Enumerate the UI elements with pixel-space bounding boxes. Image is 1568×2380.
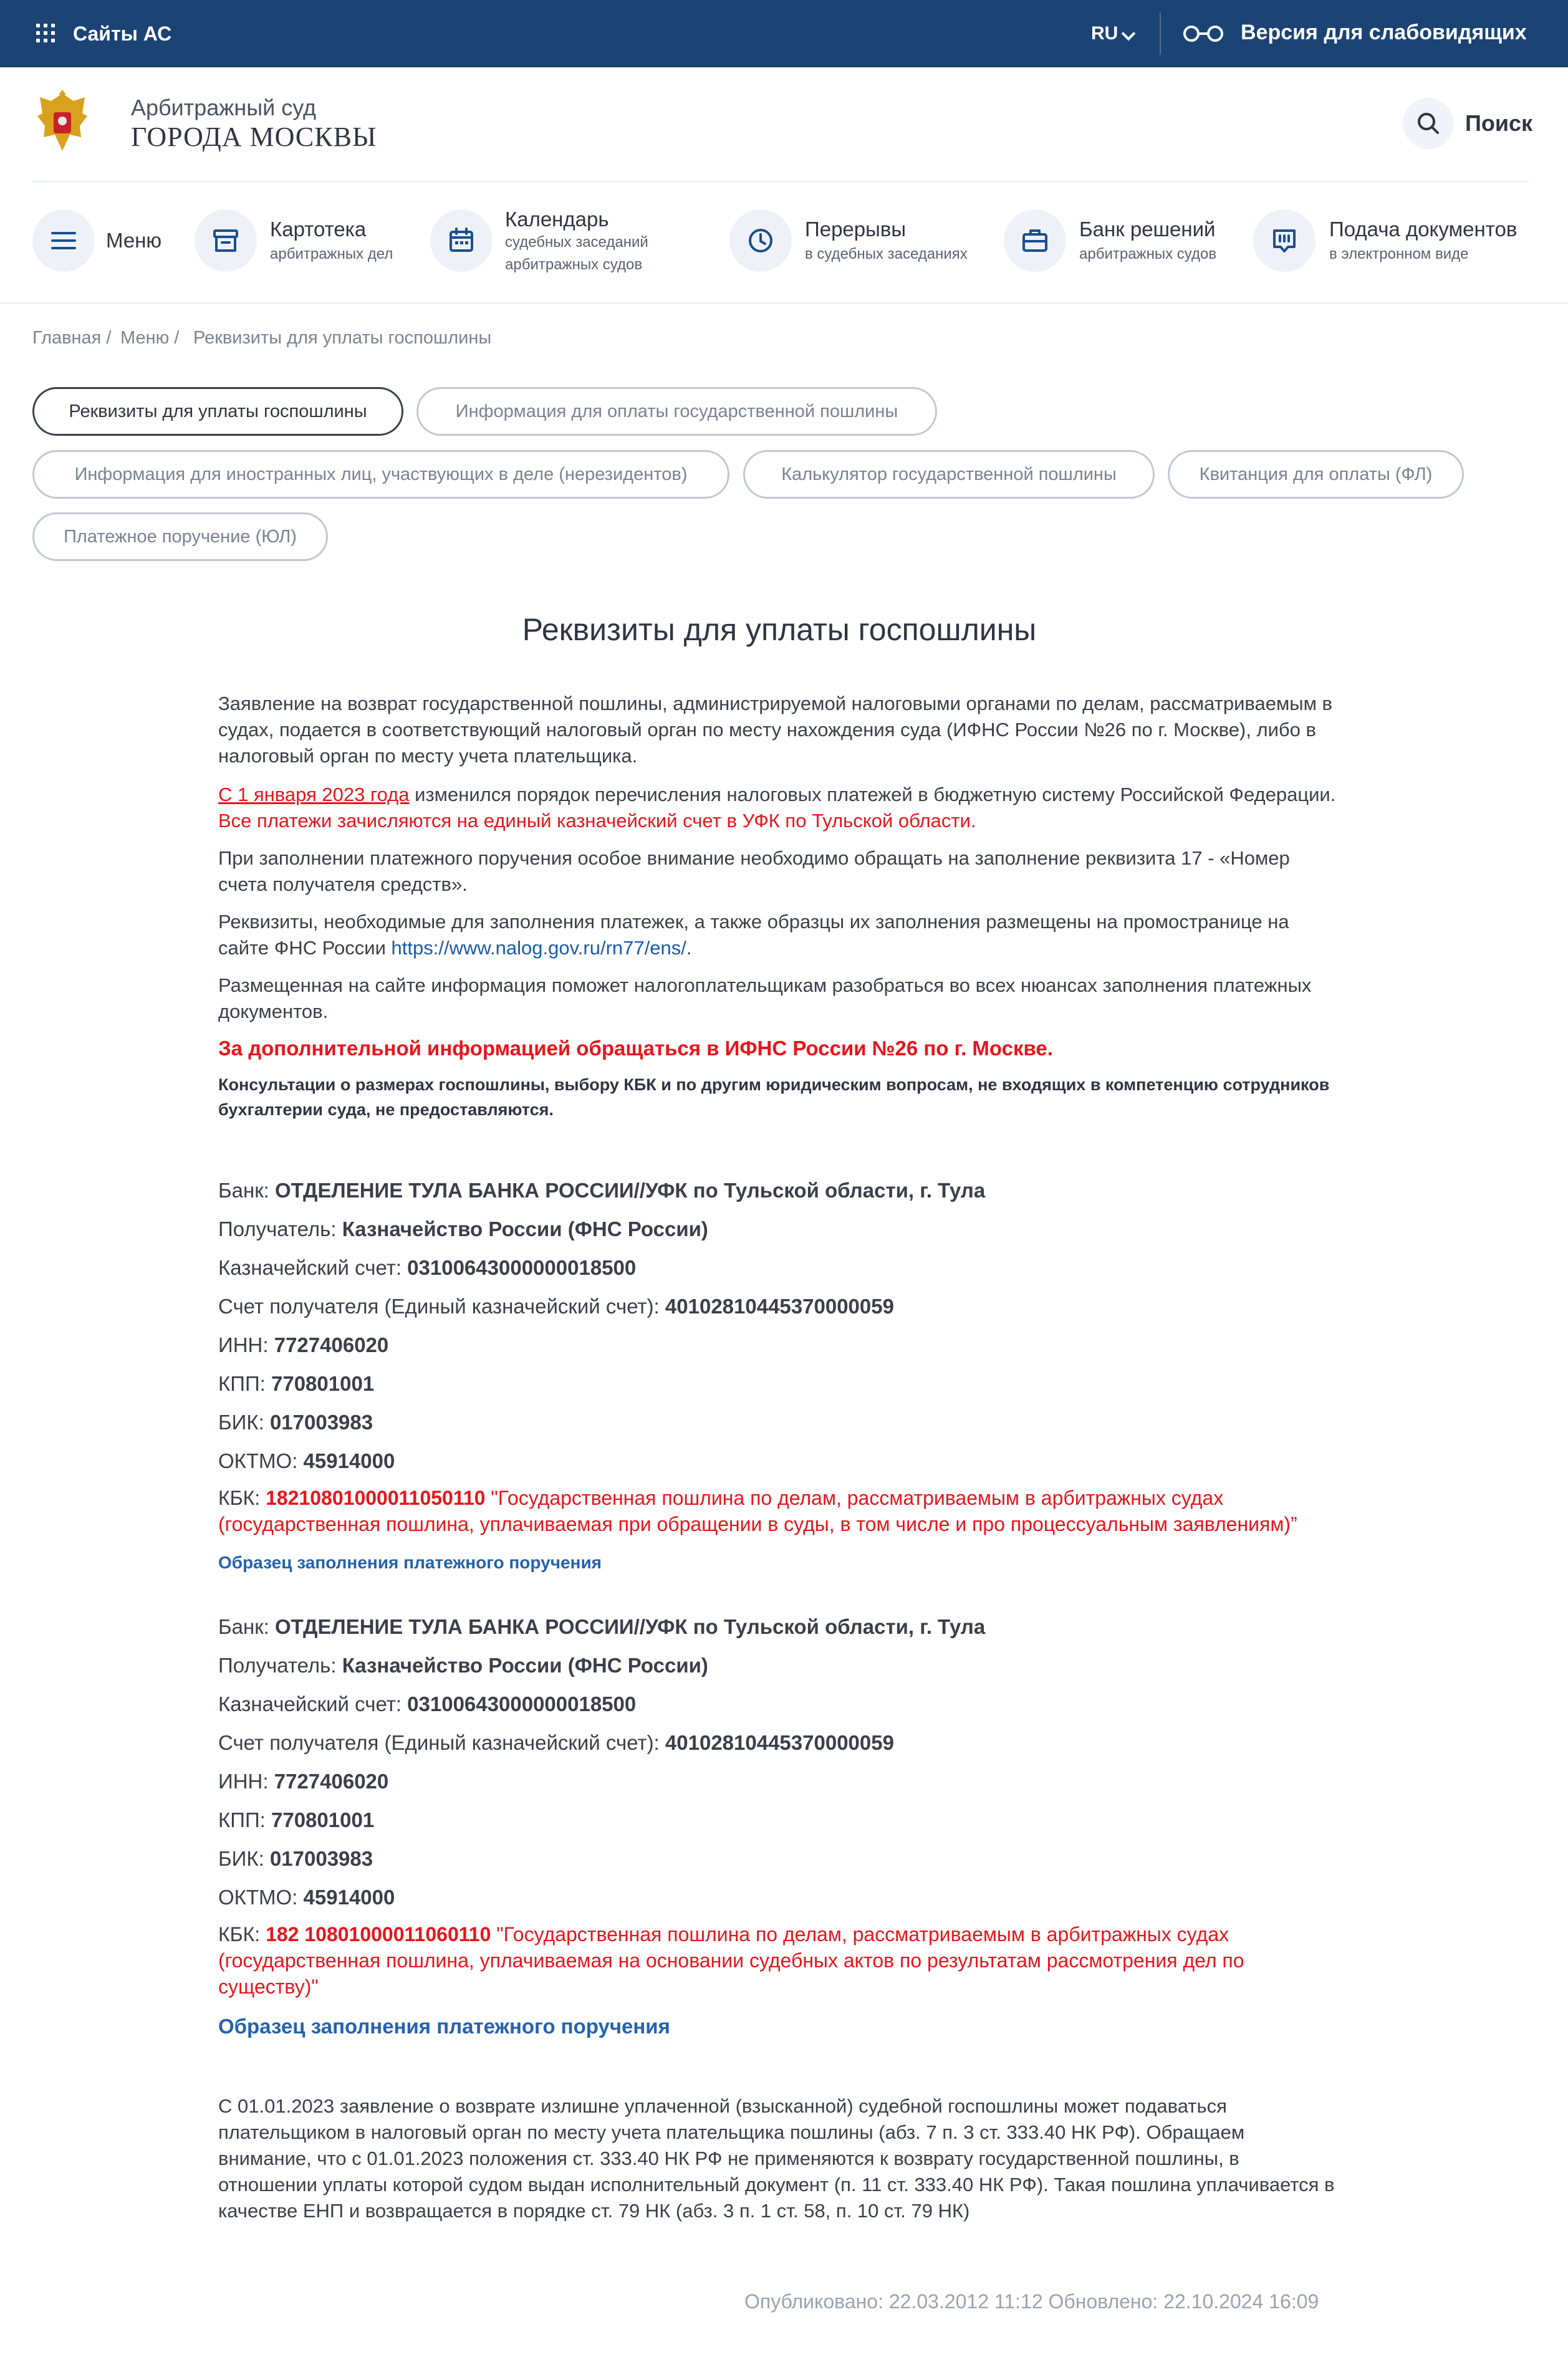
breadcrumb-current: Реквизиты для уплаты госпошлины bbox=[193, 328, 492, 348]
req1-kbk bbox=[218, 1485, 1340, 1537]
breadcrumb-menu[interactable]: Меню / bbox=[120, 328, 180, 348]
menu-button[interactable] bbox=[32, 209, 95, 272]
apps-grid-icon[interactable] bbox=[36, 24, 55, 42]
sample-link-1[interactable]: Образец заполнения платежного поручения bbox=[218, 1553, 602, 1572]
tab-nonresidents[interactable]: Информация для иностранных лиц, участвующих в деле (нерезидентов) bbox=[32, 450, 729, 499]
req2-kpp bbox=[218, 1807, 1340, 1834]
nav-breaks-label[interactable]: Перерывы bbox=[805, 218, 907, 241]
requisites-block-2 bbox=[218, 1613, 1340, 2040]
divider bbox=[32, 181, 1529, 182]
req1-bik bbox=[218, 1409, 1340, 1436]
nav-documents-button[interactable] bbox=[1253, 209, 1315, 272]
nav-decisions-sub: арбитражных судов bbox=[1079, 246, 1217, 262]
nav-decisions-label[interactable]: Банк решений bbox=[1079, 218, 1216, 241]
publication-dates: Опубликовано: 22.03.2012 11:12 Обновлено: 22.10.2024 16:09 bbox=[744, 2290, 1319, 2313]
ens-red-text: Все платежи зачисляются на единый казначейский счет в УФК по Тульской области. bbox=[218, 810, 976, 832]
kbk-description: "Государственная пошлина по делам, рассматриваемым в арбитражных судах (государственная пошлина, уплачиваемая при обращении в суды, в том числе и про процессуальным заявлениям)” bbox=[218, 1487, 1297, 1535]
ens-text: изменился порядок перечисления налоговых платежей в бюджетную систему Российской Федерации. bbox=[409, 784, 1336, 805]
glasses-icon[interactable] bbox=[1181, 24, 1225, 44]
tab-receipt-fl[interactable]: Квитанция для оплаты (ФЛ) bbox=[1168, 450, 1464, 499]
req1-treasury bbox=[218, 1254, 1340, 1282]
hamburger-icon bbox=[32, 209, 95, 272]
tab-requisites[interactable]: Реквизиты для уплаты госпошлины bbox=[32, 387, 403, 436]
nav-documents-label[interactable]: Подача документов bbox=[1329, 218, 1517, 241]
req2-bank bbox=[218, 1613, 1340, 1641]
coat-of-arms-icon[interactable] bbox=[32, 89, 92, 157]
label-bank: Банк: bbox=[218, 1615, 276, 1638]
page-title: Реквизиты для уплаты госпошлины bbox=[522, 612, 1037, 647]
value-account: 40102810445370000059 bbox=[665, 1295, 894, 1318]
requisites-block-1 bbox=[218, 1177, 1340, 1576]
nav-documents-sub: в электронном виде bbox=[1329, 246, 1469, 262]
label-recipient: Получатель: bbox=[218, 1217, 342, 1240]
calendar-icon bbox=[430, 209, 493, 272]
label-bik: БИК: bbox=[218, 1411, 270, 1434]
value-bik: 017003983 bbox=[269, 1847, 373, 1870]
req1-bank bbox=[218, 1177, 1340, 1204]
value-kbk: 18210801000011050110 bbox=[266, 1487, 486, 1509]
req1-account bbox=[218, 1293, 1340, 1320]
search-label[interactable]: Поиск bbox=[1465, 110, 1533, 136]
nav-calendar-button[interactable] bbox=[430, 209, 493, 272]
consultation-disclaimer: Консультации о размерах госпошлины, выбору КБК и по другим юридическим вопросам, не входящих в компетенцию сотрудников бухгалтерии суда, не предоставляются. bbox=[218, 1075, 1330, 1119]
label-account: Счет получателя (Единый казначейский счет): bbox=[218, 1731, 665, 1754]
breadcrumb-home[interactable]: Главная / bbox=[32, 328, 112, 348]
value-treasury: 03100643000000018500 bbox=[407, 1692, 637, 1715]
value-account: 40102810445370000059 bbox=[665, 1731, 894, 1754]
value-treasury: 03100643000000018500 bbox=[407, 1256, 637, 1279]
search-icon bbox=[1403, 98, 1454, 149]
nav-menu-label[interactable]: Меню bbox=[106, 229, 162, 252]
language-selector[interactable]: RU bbox=[1091, 23, 1118, 44]
label-oktmo: ОКТМО: bbox=[218, 1886, 304, 1909]
value-kpp: 770801001 bbox=[271, 1372, 375, 1395]
nav-calendar-sub: судебных заседаний bbox=[505, 234, 648, 251]
label-oktmo: ОКТМО: bbox=[218, 1449, 304, 1472]
fns-text: Реквизиты, необходимые для заполнения платежек, а также образцы их заполнения размещены на промостранице на сайте ФНС России bbox=[218, 911, 1289, 959]
req1-inn bbox=[218, 1332, 1340, 1359]
value-inn: 7727406020 bbox=[274, 1333, 389, 1356]
nav-breaks-sub: в судебных заседаниях bbox=[805, 246, 968, 262]
value-kbk: 182 10801000011060110 bbox=[266, 1923, 491, 1946]
refund-paragraph: С 01.01.2023 заявление о возврате излишне уплаченной (взысканной) судебной госпошлины может подаваться плательщиком в налоговый орган по месту учета плательщика пошлины (абз. 7 п. 3 ст. 333.40 НК РФ). Обращаем внимание, что с 01.01.2023 положения ст. 333.40 НК РФ не применяются к возврату государственной пошлины, в отношении уплаты которой судом выдан исполнительный документ (п. 11 ст. 333.40 НК РФ). Такая пошлина уплачивается в качестве ЕНП и возвращается в порядке ст. 79 НК (абз. 3 п. 1 ст. 58, п. 10 ст. 79 НК) bbox=[218, 2095, 1335, 2222]
value-kpp: 770801001 bbox=[271, 1808, 375, 1831]
nav-cases-sub: арбитражных дел bbox=[270, 246, 393, 262]
req2-kbk bbox=[218, 1921, 1340, 2000]
info-paragraph: Размещенная на сайте информация поможет налогоплательщикам разобраться во всех нюансах заполнения платежных документов. bbox=[218, 974, 1312, 1022]
value-bik: 017003983 bbox=[269, 1411, 373, 1434]
label-recipient: Получатель: bbox=[218, 1654, 342, 1677]
req1-oktmo bbox=[218, 1447, 1340, 1475]
req2-inn bbox=[218, 1768, 1340, 1795]
label-account: Счет получателя (Единый казначейский счет): bbox=[218, 1295, 665, 1318]
nav-cases-label[interactable]: Картотека bbox=[270, 218, 367, 241]
value-inn: 7727406020 bbox=[274, 1770, 389, 1793]
value-bank: ОТДЕЛЕНИЕ ТУЛА БАНКА РОССИИ//УФК по Тульской области, г. Тула bbox=[275, 1615, 986, 1638]
nav-calendar-label[interactable]: Календарь bbox=[505, 208, 609, 231]
nav-breaks-button[interactable] bbox=[729, 209, 792, 272]
top-bar bbox=[0, 0, 1568, 67]
sites-as-link[interactable]: Сайты АС bbox=[73, 22, 172, 45]
value-oktmo: 45914000 bbox=[303, 1886, 395, 1909]
divider bbox=[0, 302, 1568, 304]
label-treasury: Казначейский счет: bbox=[218, 1256, 408, 1279]
court-name-line2[interactable]: ГОРОДА МОСКВЫ bbox=[131, 122, 377, 152]
fns-paragraph bbox=[218, 909, 1340, 961]
req2-account bbox=[218, 1729, 1340, 1757]
archive-box-icon bbox=[195, 209, 257, 272]
value-oktmo: 45914000 bbox=[303, 1449, 395, 1472]
req1-kpp bbox=[218, 1370, 1340, 1398]
value-recipient: Казначейство России (ФНС России) bbox=[342, 1217, 708, 1240]
label-bank: Банк: bbox=[218, 1179, 276, 1202]
tab-calculator[interactable]: Калькулятор государственной пошлины bbox=[743, 450, 1155, 499]
kbk-description: "Государственная пошлина по делам, рассматриваемым в арбитражных судах (государственная пошлина, уплачиваемая на основании судебных актов по результатам рассмотрения дел по существу)" bbox=[218, 1923, 1244, 1998]
label-kbk: КБК: bbox=[218, 1487, 266, 1509]
tab-payment-order-ul[interactable]: Платежное поручение (ЮЛ) bbox=[32, 512, 328, 561]
ens-notice bbox=[218, 782, 1340, 834]
briefcase-icon bbox=[1004, 209, 1066, 272]
nav-cases-button[interactable] bbox=[195, 209, 257, 272]
nav-calendar-sub2: арбитражных судов bbox=[505, 256, 643, 273]
label-kpp: КПП: bbox=[218, 1372, 271, 1395]
label-inn: ИНН: bbox=[218, 1333, 274, 1356]
requisite17-paragraph: При заполнении платежного поручения особое внимание необходимо обращать на заполнение реквизита 17 - «Номер счета получателя средств». bbox=[218, 847, 1290, 895]
fns-end: . bbox=[686, 937, 692, 959]
nav-decisions-button[interactable] bbox=[1004, 209, 1066, 272]
main-content bbox=[218, 691, 1340, 2224]
label-kpp: КПП: bbox=[218, 1808, 271, 1831]
tab-payment-info[interactable]: Информация для оплаты государственной пошлины bbox=[416, 387, 937, 436]
document-submit-icon bbox=[1253, 209, 1315, 272]
chevron-down-icon[interactable] bbox=[1122, 27, 1136, 41]
req2-bik bbox=[218, 1845, 1340, 1873]
accessibility-version-link[interactable]: Версия для слабовидящих bbox=[1241, 21, 1527, 44]
clock-icon bbox=[729, 209, 792, 272]
req2-recipient bbox=[218, 1652, 1340, 1679]
req1-recipient bbox=[218, 1216, 1340, 1243]
label-inn: ИНН: bbox=[218, 1770, 274, 1793]
divider bbox=[1160, 12, 1161, 55]
label-treasury: Казначейский счет: bbox=[218, 1692, 408, 1715]
court-name-line1: Арбитражный суд bbox=[131, 95, 317, 120]
sample-link-2[interactable]: Образец заполнения платежного поручения bbox=[218, 2015, 670, 2038]
req2-oktmo bbox=[218, 1884, 1340, 1911]
label-kbk: КБК: bbox=[218, 1923, 266, 1946]
ifns-contact-notice: За дополнительной информацией обращаться в ИФНС России №26 по г. Москве. bbox=[218, 1037, 1053, 1060]
fns-link[interactable]: https://www.nalog.gov.ru/rn77/ens/ bbox=[391, 937, 686, 959]
ens-date-link[interactable]: С 1 января 2023 года bbox=[218, 784, 410, 805]
search-button[interactable] bbox=[1403, 98, 1454, 149]
label-bik: БИК: bbox=[218, 1847, 270, 1870]
req2-treasury bbox=[218, 1691, 1340, 1718]
value-bank: ОТДЕЛЕНИЕ ТУЛА БАНКА РОССИИ//УФК по Тульской области, г. Тула bbox=[275, 1179, 986, 1202]
intro-paragraph: Заявление на возврат государственной пошлины, администрируемой налоговыми органами по делам, рассматриваемым в судах, подается в соответствующий налоговый орган по месту нахождения суда (ИФНС России №26 по г. Москве), либо в налоговый орган по месту учета плательщика. bbox=[218, 693, 1332, 767]
value-recipient: Казначейство России (ФНС России) bbox=[342, 1654, 708, 1677]
